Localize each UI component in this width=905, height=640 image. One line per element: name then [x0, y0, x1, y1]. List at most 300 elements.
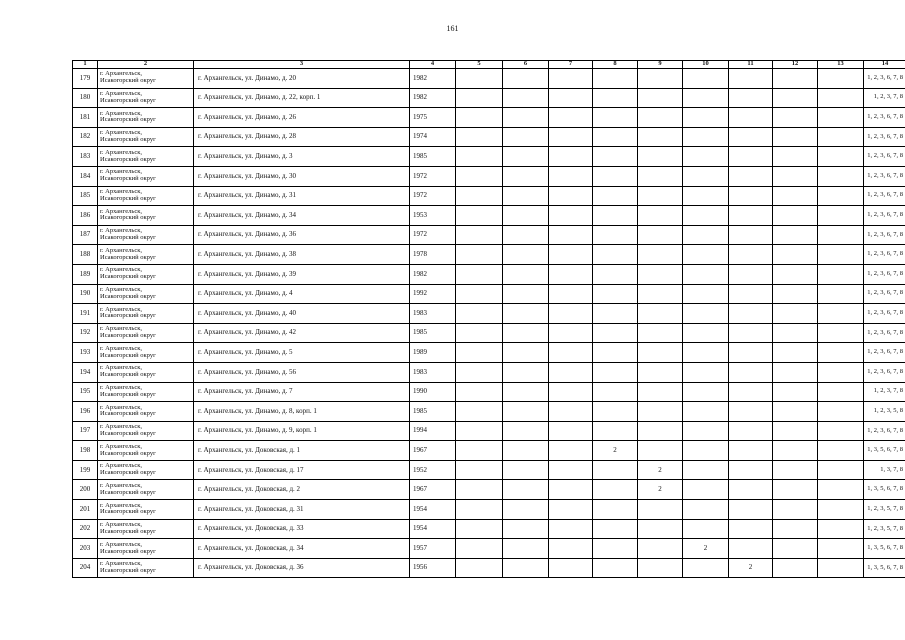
address-cell — [98, 500, 194, 520]
row-number: 182 — [73, 127, 98, 147]
value-cell-col-5 — [456, 558, 503, 578]
address-cell — [98, 402, 194, 422]
value-cell-col-11 — [729, 245, 773, 265]
value-cell-col-10 — [683, 460, 729, 480]
value-cell-col-8 — [593, 245, 638, 265]
value-cell-col-12 — [773, 127, 818, 147]
value-cell-col-6 — [503, 245, 549, 265]
table-row — [73, 69, 905, 89]
year-built: 1957 — [410, 539, 456, 559]
value-cell-col-9 — [638, 304, 683, 324]
district-text: Исакогорский округ — [100, 194, 156, 202]
street-address: г. Архангельск, ул. Динамо, д. 7 — [194, 382, 410, 402]
street-address: г. Архангельск, ул. Доковская, д. 17 — [194, 460, 410, 480]
district-text: Исакогорский округ — [100, 312, 156, 320]
value-cell-col-10 — [683, 362, 729, 382]
row-number: 186 — [73, 206, 98, 226]
value-cell-col-7 — [549, 382, 593, 402]
row-number: 181 — [73, 108, 98, 128]
value-cell-col-8 — [593, 558, 638, 578]
value-cell-col-9: 2 — [638, 460, 683, 480]
value-cell-col-7 — [549, 304, 593, 324]
city-text: г. Архангельск, — [100, 344, 142, 352]
table-row — [73, 421, 905, 441]
row-number: 189 — [73, 264, 98, 284]
codes-cell: 1, 2, 3, 6, 7, 8 — [864, 304, 905, 324]
value-cell-col-9 — [638, 127, 683, 147]
value-cell-col-6 — [503, 421, 549, 441]
value-cell-col-9 — [638, 264, 683, 284]
district-text: Исакогорский округ — [100, 136, 156, 144]
value-cell-col-7 — [549, 421, 593, 441]
row-number: 198 — [73, 441, 98, 461]
value-cell-col-9 — [638, 402, 683, 422]
codes-cell: 1, 2, 3, 6, 7, 8 — [864, 127, 905, 147]
value-cell-col-13 — [818, 127, 864, 147]
value-cell-col-5 — [456, 362, 503, 382]
district-text: Исакогорский округ — [100, 292, 156, 300]
value-cell-col-12 — [773, 108, 818, 128]
year-built: 1954 — [410, 519, 456, 539]
address-cell — [98, 539, 194, 559]
value-cell-col-12 — [773, 362, 818, 382]
value-cell-col-10 — [683, 69, 729, 89]
codes-cell: 1, 2, 3, 5, 7, 8 — [864, 500, 905, 520]
value-cell-col-9 — [638, 382, 683, 402]
district-text: Исакогорский округ — [100, 77, 156, 85]
codes-cell: 1, 2, 3, 6, 7, 8 — [864, 264, 905, 284]
value-cell-col-11 — [729, 147, 773, 167]
address-cell — [98, 225, 194, 245]
address-cell — [98, 421, 194, 441]
value-cell-col-13 — [818, 539, 864, 559]
value-cell-col-5 — [456, 166, 503, 186]
address-cell — [98, 343, 194, 363]
value-cell-col-6 — [503, 186, 549, 206]
value-cell-col-12 — [773, 284, 818, 304]
district-text: Исакогорский округ — [100, 410, 156, 418]
value-cell-col-12 — [773, 147, 818, 167]
value-cell-col-11 — [729, 304, 773, 324]
codes-cell: 1, 2, 3, 6, 7, 8 — [864, 147, 905, 167]
row-number: 192 — [73, 323, 98, 343]
value-cell-col-10 — [683, 558, 729, 578]
value-cell-col-13 — [818, 500, 864, 520]
table-row — [73, 88, 905, 108]
row-number: 183 — [73, 147, 98, 167]
column-header-8: 8 — [593, 61, 638, 69]
value-cell-col-7 — [549, 206, 593, 226]
value-cell-col-6 — [503, 108, 549, 128]
city-text: г. Архангельск, — [100, 168, 142, 176]
value-cell-col-10 — [683, 186, 729, 206]
year-built: 1983 — [410, 304, 456, 324]
street-address: г. Архангельск, ул. Доковская, д. 34 — [194, 539, 410, 559]
address-cell — [98, 69, 194, 89]
value-cell-col-8 — [593, 362, 638, 382]
address-cell — [98, 147, 194, 167]
row-number: 203 — [73, 539, 98, 559]
district-text: Исакогорский округ — [100, 214, 156, 222]
value-cell-col-7 — [549, 460, 593, 480]
value-cell-col-10 — [683, 421, 729, 441]
table-row — [73, 382, 905, 402]
codes-cell: 1, 3, 5, 6, 7, 8 — [864, 558, 905, 578]
address-cell — [98, 480, 194, 500]
value-cell-col-9 — [638, 539, 683, 559]
row-number: 199 — [73, 460, 98, 480]
row-number: 195 — [73, 382, 98, 402]
street-address: г. Архангельск, ул. Динамо, д. 20 — [194, 69, 410, 89]
row-number: 188 — [73, 245, 98, 265]
row-number: 184 — [73, 166, 98, 186]
table-row — [73, 480, 905, 500]
table-row — [73, 225, 905, 245]
value-cell-col-7 — [549, 362, 593, 382]
value-cell-col-10 — [683, 108, 729, 128]
value-cell-col-8 — [593, 127, 638, 147]
address-cell — [98, 304, 194, 324]
district-text: Исакогорский округ — [100, 253, 156, 261]
street-address: г. Архангельск, ул. Доковская, д. 31 — [194, 500, 410, 520]
value-cell-col-10 — [683, 480, 729, 500]
city-text: г. Архангельск, — [100, 481, 142, 489]
value-cell-col-11 — [729, 108, 773, 128]
address-cell — [98, 362, 194, 382]
table-row — [73, 519, 905, 539]
address-cell — [98, 88, 194, 108]
value-cell-col-9 — [638, 166, 683, 186]
district-text: Исакогорский округ — [100, 155, 156, 163]
value-cell-col-9 — [638, 186, 683, 206]
value-cell-col-11 — [729, 500, 773, 520]
value-cell-col-7 — [549, 69, 593, 89]
value-cell-col-12 — [773, 304, 818, 324]
value-cell-col-5 — [456, 206, 503, 226]
district-text: Исакогорский округ — [100, 96, 156, 104]
value-cell-col-12 — [773, 480, 818, 500]
street-address: г. Архангельск, ул. Динамо, д. 39 — [194, 264, 410, 284]
city-text: г. Архангельск, — [100, 423, 142, 431]
year-built: 1985 — [410, 323, 456, 343]
value-cell-col-12 — [773, 166, 818, 186]
row-number: 191 — [73, 304, 98, 324]
value-cell-col-9 — [638, 323, 683, 343]
codes-cell: 1, 3, 5, 6, 7, 8 — [864, 441, 905, 461]
value-cell-col-11 — [729, 323, 773, 343]
street-address: г. Архангельск, ул. Доковская, д. 36 — [194, 558, 410, 578]
value-cell-col-5 — [456, 323, 503, 343]
street-address: г. Архангельск, ул. Динамо, д. 4 — [194, 284, 410, 304]
codes-cell: 1, 3, 5, 6, 7, 8 — [864, 480, 905, 500]
value-cell-col-9 — [638, 362, 683, 382]
value-cell-col-5 — [456, 147, 503, 167]
value-cell-col-8 — [593, 264, 638, 284]
value-cell-col-8 — [593, 460, 638, 480]
table-header — [73, 61, 905, 69]
value-cell-col-10 — [683, 88, 729, 108]
value-cell-col-7 — [549, 480, 593, 500]
district-text: Исакогорский округ — [100, 547, 156, 555]
table-row — [73, 323, 905, 343]
address-cell — [98, 186, 194, 206]
column-header-10: 10 — [683, 61, 729, 69]
address-cell — [98, 284, 194, 304]
value-cell-col-13 — [818, 284, 864, 304]
district-text: Исакогорский округ — [100, 488, 156, 496]
value-cell-col-10 — [683, 343, 729, 363]
street-address: г. Архангельск, ул. Динамо, д. 28 — [194, 127, 410, 147]
value-cell-col-10 — [683, 402, 729, 422]
value-cell-col-13 — [818, 519, 864, 539]
page-number: 161 — [446, 24, 459, 33]
district-text: Исакогорский округ — [100, 527, 156, 535]
value-cell-col-13 — [818, 108, 864, 128]
value-cell-col-8 — [593, 382, 638, 402]
table-row — [73, 539, 905, 559]
value-cell-col-8 — [593, 519, 638, 539]
value-cell-col-6 — [503, 500, 549, 520]
value-cell-col-13 — [818, 402, 864, 422]
year-built: 1952 — [410, 460, 456, 480]
value-cell-col-11 — [729, 343, 773, 363]
value-cell-col-12 — [773, 225, 818, 245]
codes-cell: 1, 2, 3, 6, 7, 8 — [864, 108, 905, 128]
value-cell-col-12 — [773, 402, 818, 422]
value-cell-col-10 — [683, 323, 729, 343]
value-cell-col-6 — [503, 539, 549, 559]
value-cell-col-13 — [818, 225, 864, 245]
value-cell-col-5 — [456, 460, 503, 480]
value-cell-col-7 — [549, 147, 593, 167]
address-cell — [98, 460, 194, 480]
value-cell-col-7 — [549, 88, 593, 108]
value-cell-col-5 — [456, 284, 503, 304]
value-cell-col-12 — [773, 186, 818, 206]
city-text: г. Архангельск, — [100, 266, 142, 274]
value-cell-col-11 — [729, 186, 773, 206]
value-cell-col-7 — [549, 500, 593, 520]
district-text: Исакогорский округ — [100, 469, 156, 477]
value-cell-col-13 — [818, 264, 864, 284]
table-row — [73, 284, 905, 304]
value-cell-col-12 — [773, 421, 818, 441]
row-number: 201 — [73, 500, 98, 520]
codes-cell: 1, 3, 7, 8 — [864, 460, 905, 480]
city-text: г. Архангельск, — [100, 540, 142, 548]
column-header-3: 3 — [194, 61, 410, 69]
codes-cell: 1, 2, 3, 6, 7, 8 — [864, 284, 905, 304]
value-cell-col-6 — [503, 304, 549, 324]
value-cell-col-13 — [818, 147, 864, 167]
codes-cell: 1, 2, 3, 6, 7, 8 — [864, 323, 905, 343]
street-address: г. Архангельск, ул. Динамо, д. 3 — [194, 147, 410, 167]
value-cell-col-8 — [593, 108, 638, 128]
street-address: г. Архангельск, ул. Динамо, д. 40 — [194, 304, 410, 324]
value-cell-col-6 — [503, 558, 549, 578]
street-address: г. Архангельск, ул. Доковская, д. 33 — [194, 519, 410, 539]
value-cell-col-12 — [773, 500, 818, 520]
value-cell-col-11 — [729, 206, 773, 226]
value-cell-col-5 — [456, 421, 503, 441]
year-built: 1983 — [410, 362, 456, 382]
city-text: г. Архангельск, — [100, 442, 142, 450]
city-text: г. Архангельск, — [100, 403, 142, 411]
table-body — [73, 69, 905, 578]
year-built: 1974 — [410, 127, 456, 147]
value-cell-col-8 — [593, 402, 638, 422]
value-cell-col-7 — [549, 127, 593, 147]
codes-cell: 1, 2, 3, 6, 7, 8 — [864, 245, 905, 265]
city-text: г. Архангельск, — [100, 383, 142, 391]
column-header-9: 9 — [638, 61, 683, 69]
value-cell-col-6 — [503, 127, 549, 147]
value-cell-col-10 — [683, 225, 729, 245]
value-cell-col-10 — [683, 264, 729, 284]
value-cell-col-13 — [818, 186, 864, 206]
address-cell — [98, 382, 194, 402]
value-cell-col-11 — [729, 421, 773, 441]
value-cell-col-5 — [456, 500, 503, 520]
value-cell-col-13 — [818, 460, 864, 480]
city-text: г. Архангельск, — [100, 501, 142, 509]
value-cell-col-12 — [773, 460, 818, 480]
street-address: г. Архангельск, ул. Динамо, д. 26 — [194, 108, 410, 128]
value-cell-col-11 — [729, 127, 773, 147]
value-cell-col-6 — [503, 206, 549, 226]
value-cell-col-10 — [683, 166, 729, 186]
row-number: 185 — [73, 186, 98, 206]
value-cell-col-8: 2 — [593, 441, 638, 461]
year-built: 1954 — [410, 500, 456, 520]
value-cell-col-11 — [729, 402, 773, 422]
value-cell-col-9 — [638, 245, 683, 265]
street-address: г. Архангельск, ул. Динамо, д. 36 — [194, 225, 410, 245]
city-text: г. Архангельск, — [100, 325, 142, 333]
value-cell-col-12 — [773, 323, 818, 343]
header-row — [73, 61, 905, 69]
row-number: 204 — [73, 558, 98, 578]
value-cell-col-11 — [729, 88, 773, 108]
value-cell-col-13 — [818, 382, 864, 402]
value-cell-col-12 — [773, 441, 818, 461]
address-cell — [98, 206, 194, 226]
street-address: г. Архангельск, ул. Динамо, д. 38 — [194, 245, 410, 265]
column-header-7: 7 — [549, 61, 593, 69]
value-cell-col-6 — [503, 225, 549, 245]
codes-cell: 1, 2, 3, 6, 7, 8 — [864, 343, 905, 363]
street-address: г. Архангельск, ул. Динамо, д. 42 — [194, 323, 410, 343]
value-cell-col-11 — [729, 382, 773, 402]
year-built: 1982 — [410, 88, 456, 108]
value-cell-col-7 — [549, 558, 593, 578]
address-cell — [98, 441, 194, 461]
district-text: Исакогорский округ — [100, 371, 156, 379]
value-cell-col-6 — [503, 284, 549, 304]
value-cell-col-12 — [773, 539, 818, 559]
street-address: г. Архангельск, ул. Динамо, д. 34 — [194, 206, 410, 226]
value-cell-col-8 — [593, 186, 638, 206]
column-header-4: 4 — [410, 61, 456, 69]
value-cell-col-8 — [593, 225, 638, 245]
value-cell-col-7 — [549, 343, 593, 363]
value-cell-col-5 — [456, 69, 503, 89]
value-cell-col-7 — [549, 166, 593, 186]
codes-cell: 1, 3, 5, 6, 7, 8 — [864, 539, 905, 559]
row-number: 200 — [73, 480, 98, 500]
district-text: Исакогорский округ — [100, 508, 156, 516]
codes-cell: 1, 2, 3, 5, 8 — [864, 402, 905, 422]
value-cell-col-5 — [456, 88, 503, 108]
value-cell-col-9 — [638, 225, 683, 245]
value-cell-col-6 — [503, 323, 549, 343]
value-cell-col-8 — [593, 480, 638, 500]
value-cell-col-13 — [818, 245, 864, 265]
value-cell-col-5 — [456, 264, 503, 284]
value-cell-col-5 — [456, 108, 503, 128]
row-number: 196 — [73, 402, 98, 422]
year-built: 1972 — [410, 225, 456, 245]
city-text: г. Архангельск, — [100, 305, 142, 313]
value-cell-col-9 — [638, 206, 683, 226]
value-cell-col-12 — [773, 343, 818, 363]
value-cell-col-7 — [549, 264, 593, 284]
value-cell-col-5 — [456, 539, 503, 559]
value-cell-col-10 — [683, 519, 729, 539]
column-header-13: 13 — [818, 61, 864, 69]
value-cell-col-8 — [593, 304, 638, 324]
codes-cell: 1, 2, 3, 6, 7, 8 — [864, 166, 905, 186]
table-row — [73, 558, 905, 578]
value-cell-col-9 — [638, 500, 683, 520]
value-cell-col-10 — [683, 304, 729, 324]
address-cell — [98, 558, 194, 578]
value-cell-col-6 — [503, 441, 549, 461]
value-cell-col-5 — [456, 186, 503, 206]
value-cell-col-10 — [683, 500, 729, 520]
table-row — [73, 264, 905, 284]
city-text: г. Архангельск, — [100, 560, 142, 568]
value-cell-col-8 — [593, 323, 638, 343]
table-row — [73, 441, 905, 461]
row-number: 193 — [73, 343, 98, 363]
value-cell-col-11: 2 — [729, 558, 773, 578]
value-cell-col-10: 2 — [683, 539, 729, 559]
value-cell-col-11 — [729, 480, 773, 500]
value-cell-col-9 — [638, 558, 683, 578]
value-cell-col-7 — [549, 284, 593, 304]
value-cell-col-7 — [549, 539, 593, 559]
column-header-2: 2 — [98, 61, 194, 69]
value-cell-col-12 — [773, 69, 818, 89]
table-row — [73, 245, 905, 265]
district-text: Исакогорский округ — [100, 234, 156, 242]
value-cell-col-13 — [818, 558, 864, 578]
value-cell-col-7 — [549, 186, 593, 206]
district-text: Исакогорский округ — [100, 449, 156, 457]
value-cell-col-13 — [818, 166, 864, 186]
column-header-6: 6 — [503, 61, 549, 69]
value-cell-col-9 — [638, 69, 683, 89]
city-text: г. Архангельск, — [100, 90, 142, 98]
value-cell-col-7 — [549, 402, 593, 422]
value-cell-col-5 — [456, 480, 503, 500]
value-cell-col-10 — [683, 441, 729, 461]
value-cell-col-12 — [773, 519, 818, 539]
codes-cell: 1, 2, 3, 7, 8 — [864, 382, 905, 402]
codes-cell: 1, 2, 3, 6, 7, 8 — [864, 421, 905, 441]
city-text: г. Архангельск, — [100, 70, 142, 78]
